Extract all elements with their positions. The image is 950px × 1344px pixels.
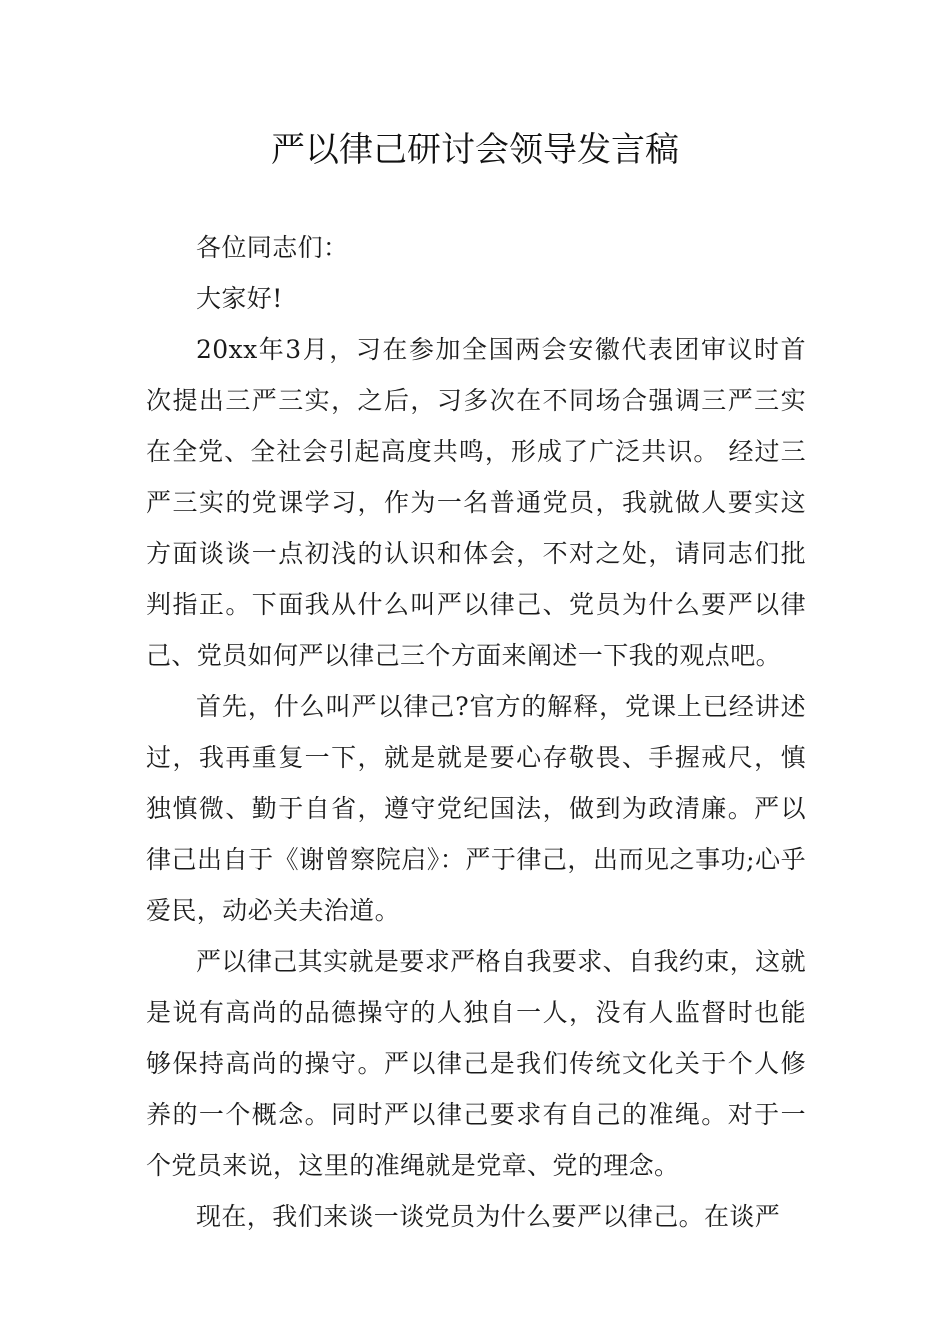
paragraph-greeting: 大家好!: [196, 284, 283, 313]
paragraph-why: 现在，我们来谈一谈党员为什么要严以律己。在谈严: [196, 1202, 781, 1231]
document-body: [146, 222, 806, 1242]
document-title: 严以律己研讨会领导发言稿: [271, 130, 679, 170]
paragraph-intro: 20xx年3月，习在参加全国两会安徽代表团审议时首次提出三严三实，之后，习多次在不同场合强调三严三实在全党、全社会引起高度共鸣，形成了广泛共识。 经过三严三实的党课学习，作为一名普通党员，我就做人要实这方面谈谈一点初浅的认识和体会，不对之处，请同志们批判指正。下面我从什么叫严以律己、党员为什么要严以律己、党员如何严以律己三个方面来阐述一下我的观点吧。: [146, 335, 806, 670]
paragraph-definition: 首先，什么叫严以律己?官方的解释，党课上已经讲述过，我再重复一下，就是就是要心存敬畏、手握戒尺，慎独慎微、勤于自省，遵守党纪国法，做到为政清廉。严以律己出自于《谢曾察院启》：严于律己，出而见之事功;心乎爱民，动必关夫治道。: [146, 692, 806, 925]
paragraph-salutation: 各位同志们：: [196, 233, 349, 262]
paragraph-explanation: 严以律己其实就是要求严格自我要求、自我约束，这就是说有高尚的品德操守的人独自一人，没有人监督时也能够保持高尚的操守。严以律己是我们传统文化关于个人修养的一个概念。同时严以律己要求有自己的准绳。对于一个党员来说，这里的准绳就是党章、党的理念。: [146, 947, 806, 1180]
